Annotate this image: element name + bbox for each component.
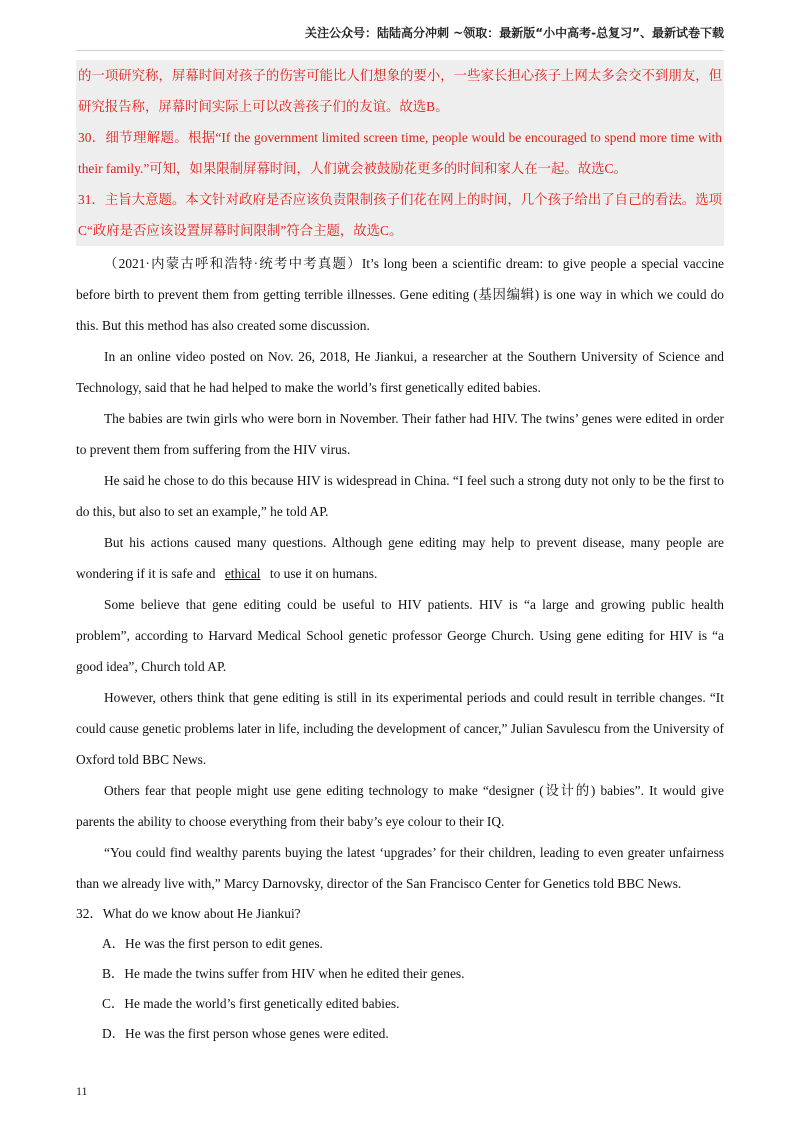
question-stem: 32．What do we know about He Jiankui?	[76, 906, 301, 921]
passage-paragraph: In an online video posted on Nov. 26, 2018, He Jiankui, a researcher at the Southern University of Science and Technology, said that he had helped to make the world’s first genetically edited babies.	[76, 349, 724, 395]
underlined-word: ethical	[224, 566, 261, 581]
question-32	[76, 899, 724, 1049]
option-c: C．He made the world’s first genetically edited babies.	[102, 996, 400, 1011]
header-divider	[76, 50, 724, 51]
passage-paragraph	[76, 527, 724, 589]
passage-paragraph: Some believe that gene editing could be useful to HIV patients. HIV is “a large and growing public health problem”, according to Harvard Medical School genetic professor George Church. Using gene editing for HIV is “a good idea”, Church told AP.	[76, 597, 724, 674]
passage-text: to use it on humans.	[269, 566, 378, 581]
page-content	[76, 60, 724, 1049]
answer-paragraph: 31．主旨大意题。本文针对政府是否应该负责限制孩子们花在网上的时间，几个孩子给出了自己的看法。选项C“政府是否应该设置屏幕时间限制”符合主题，故选C。	[78, 192, 722, 238]
option-d: D．He was the first person whose genes were edited.	[102, 1026, 389, 1041]
passage-paragraph: He said he chose to do this because HIV is widespread in China. “I feel such a strong duty not only to be the first to do this, but also to set an example,” he told AP.	[76, 473, 724, 519]
option-b: B．He made the twins suffer from HIV when he edited their genes.	[102, 966, 465, 981]
reading-passage	[76, 248, 724, 899]
passage-paragraph: Others fear that people might use gene editing technology to make “designer (设计的) babies”. It would give parents the ability to choose everything from their baby’s eye colour to their IQ.	[76, 783, 724, 829]
option-a: A．He was the first person to edit genes.	[102, 936, 323, 951]
page-header: 关注公众号：陆陆高分冲刺 ~领取：最新版“小中高考-总复习”、最新试卷下载	[305, 26, 724, 40]
answer-explanation-block	[76, 60, 724, 246]
passage-paragraph: The babies are twin girls who were born in November. Their father had HIV. The twins’ genes were edited in order to prevent them from suffering from the HIV virus.	[76, 411, 724, 457]
passage-text: But his actions caused many questions. Although gene editing may help to prevent disease, many people are wondering if it is safe and	[76, 535, 724, 581]
passage-paragraph: “You could find wealthy parents buying the latest ‘upgrades’ for their children, leading to even greater unfairness than we already live with,” Marcy Darnovsky, director of the San Francisco Center for Genetics told BBC News.	[76, 845, 724, 891]
answer-paragraph: 的一项研究称，屏幕时间对孩子的伤害可能比人们想象的要小，一些家长担心孩子上网太多会交不到朋友，但研究报告称，屏幕时间实际上可以改善孩子们的友谊。故选B。	[78, 68, 722, 114]
answer-paragraph: 30．细节理解题。根据“If the government limited screen time, people would be encouraged to spend more time with their family.”可知，如果限制屏幕时间，人们就会被鼓励花更多的时间和家人在一起。故选C。	[78, 130, 722, 176]
passage-intro: （2021·内蒙古呼和浩特·统考中考真题）It’s long been a scientific dream: to give people a special vaccine before birth to prevent them from getting terrible illnesses. Gene editing (基因编辑) is one way in which we could do this. But this method has also created some discussion.	[76, 256, 724, 333]
passage-paragraph: However, others think that gene editing is still in its experimental periods and could result in terrible changes. “It could cause genetic problems later in life, including the development of cancer,” Julian Savulescu from the University of Oxford told BBC News.	[76, 690, 724, 767]
page-number: 11	[76, 1084, 88, 1098]
